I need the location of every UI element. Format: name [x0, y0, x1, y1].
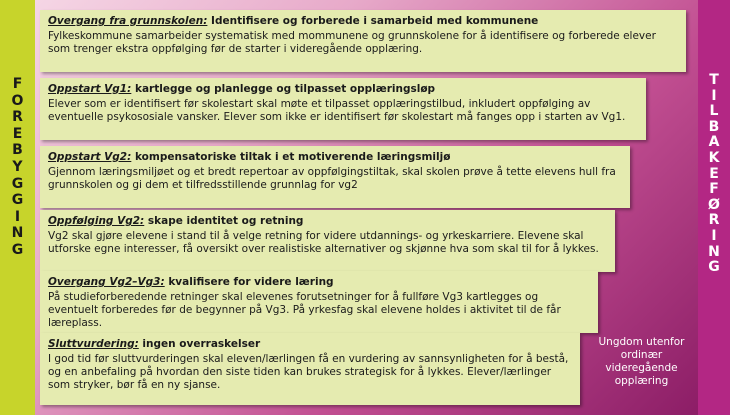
forebygging-bar [0, 0, 35, 415]
step-overgang-vg2-vg3 [40, 271, 598, 333]
tilbakeforing-label: T I L B A K E F Ø R I N G [708, 72, 720, 276]
step-body: Gjennom læringsmiljøet og et bredt repertoar av oppfølgingstiltak, skal skolen prøve å tette elevens hull fra grunnskolen og gi dem et tilfredsstillende grunnlag for vg2 [48, 166, 616, 191]
step-heading: Overgang fra grunnskolen: Identifisere og forberede i samarbeid med kommunene [48, 15, 539, 27]
step-body: Fylkeskommune samarbeider systematisk med mommunene og grunnskolene for å identifisere og forberede elever som trenger ekstra oppfølging før de starter i videregående opplæring. [48, 30, 656, 55]
step-heading: Oppstart Vg1: kartlegge og planlegge og tilpasset opplæringsløp [48, 83, 436, 95]
step-heading: Oppstart Vg2: kompensatoriske tiltak i et motiverende læringsmiljø [48, 151, 451, 163]
step-oppstart-vg2 [40, 146, 630, 208]
step-body: Elever som er identifisert før skolestart skal møte et tilpasset opplæringstilbud, inkludert oppfølging av eventuelle psykososiale vansker. Elever som ikke er identifisert før skolestart må fanges opp i starten av Vg1. [48, 98, 626, 123]
step-overgang-grunnskolen [40, 10, 686, 72]
step-body: I god tid før sluttvurderingen skal eleven/lærlingen få en vurdering av sannsynligheten for å bestå, og en anbefaling på hvordan den siste tiden kan brukes strategisk for å lykkes. Elever/lærlinger som stryker, bør få en ny sjanse. [48, 353, 569, 391]
step-heading: Oppfølging Vg2: skape identitet og retning [48, 215, 304, 227]
step-heading: Sluttvurdering: ingen overraskelser [48, 338, 261, 350]
forebygging-label: F O R E B Y G G I N G [11, 76, 24, 258]
step-sluttvurdering [40, 333, 580, 405]
ungdom-utenfor-label: Ungdom utenfor ordinær videregående opplæring [598, 336, 685, 387]
step-heading: Overgang Vg2–Vg3: kvalifisere for videre læring [48, 276, 334, 288]
step-body: Vg2 skal gjøre elevene i stand til å velge retning for videre utdannings- og yrkeskarriere. Elevene skal utforske egne interesser, få oversikt over realistiske alternativer og skjønne hva som skal til for å lykkes. [48, 230, 599, 255]
step-oppfolging-vg2 [40, 210, 615, 272]
step-body: På studieforberedende retninger skal elevenes forutsetninger for å fullføre Vg3 kartlegges og eventuelt forberedes før de begynner på Vg3. På yrkesfag skal elevene holdes i aktivitet til de får læreplass. [48, 291, 561, 329]
tilbakeforing-bar [698, 0, 730, 415]
step-oppstart-vg1 [40, 78, 646, 140]
